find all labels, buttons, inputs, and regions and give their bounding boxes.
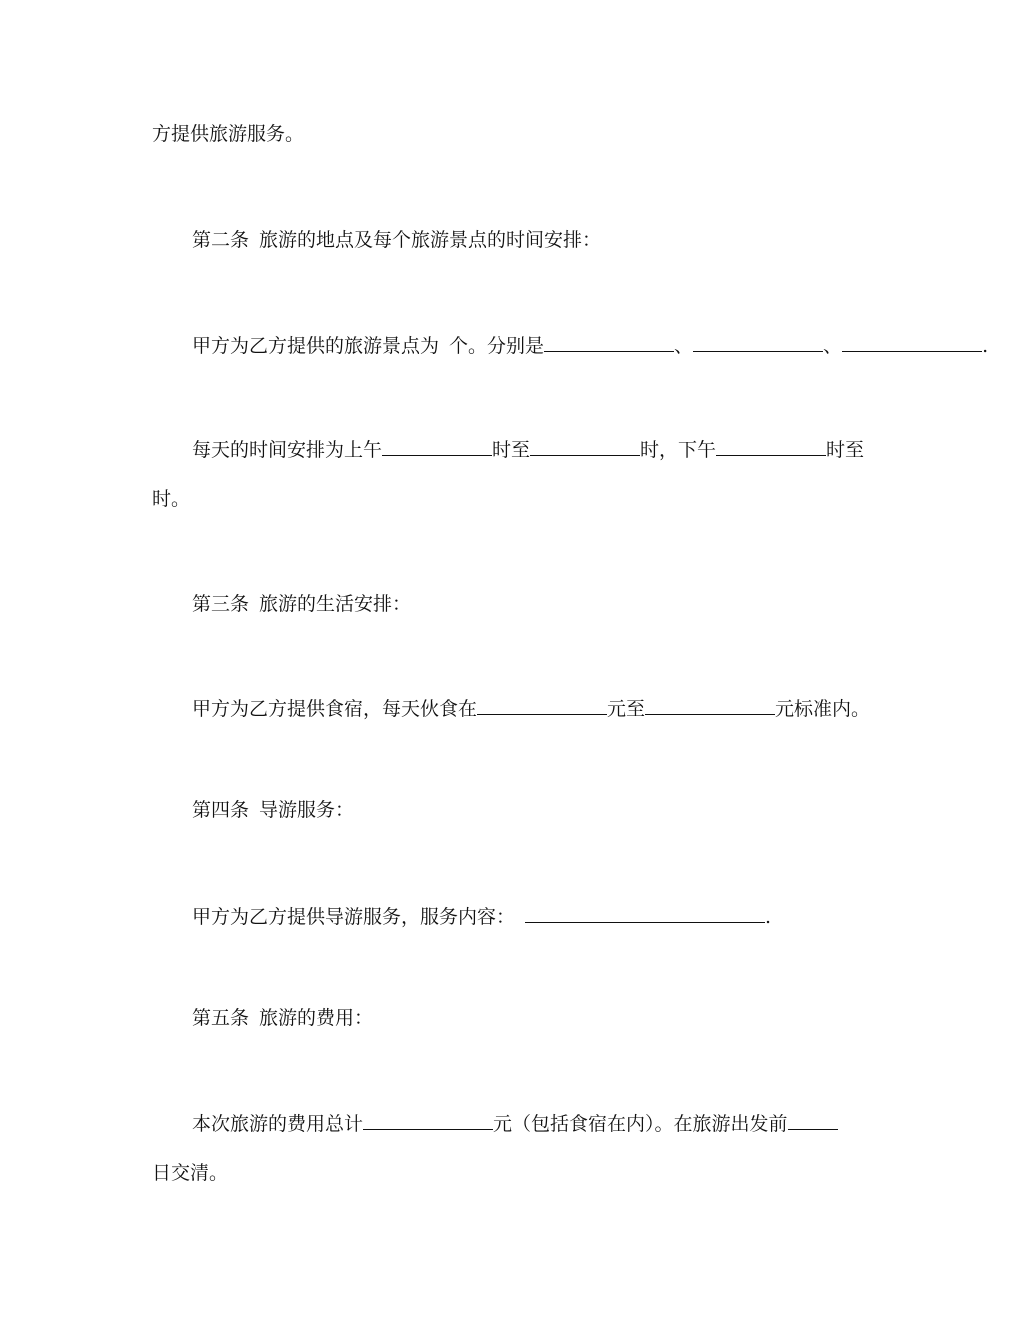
blank-field-spot-2[interactable] — [693, 332, 823, 352]
fee-text: 本次旅游的费用总计 — [192, 1113, 364, 1135]
article-title: 第二条 — [192, 229, 250, 251]
continuation-text: 时。 — [152, 488, 191, 510]
article-5-heading — [192, 1006, 373, 1030]
article-title: 第三条 — [192, 593, 250, 615]
time-text-4: 时至 — [826, 439, 865, 461]
spots-text: 甲方为乙方提供的旅游景点为 — [192, 335, 440, 357]
article-5-fee-continuation — [152, 1161, 228, 1185]
separator: 、 — [674, 335, 694, 357]
article-heading-text: 旅游的地点及每个旅游景点的时间安排： — [259, 229, 602, 251]
article-3-heading — [192, 592, 411, 616]
time-text-3: 时，下午 — [640, 439, 717, 461]
article-5-fee-line — [192, 1110, 838, 1136]
time-text: 每天的时间安排为上午 — [192, 439, 383, 461]
spots-text-2: 个。分别是 — [449, 335, 545, 357]
blank-field-spot-1[interactable] — [544, 332, 674, 352]
article-2-time-line — [192, 436, 864, 462]
service-text: 甲方为乙方提供导游服务，服务内容： — [192, 906, 516, 928]
continuation-text: 日交清。 — [152, 1162, 229, 1184]
blank-field-service-content[interactable] — [525, 903, 765, 923]
blank-field-am-end[interactable] — [530, 436, 640, 456]
article-title: 第四条 — [192, 799, 250, 821]
food-text-2: 元至 — [607, 698, 646, 720]
article-heading-text: 旅游的生活安排： — [259, 593, 412, 615]
blank-field-spot-3[interactable] — [842, 332, 982, 352]
paragraph-continuation — [152, 122, 304, 146]
article-2-time-continuation — [152, 487, 190, 511]
blank-field-am-start[interactable] — [382, 436, 492, 456]
article-4-heading — [192, 798, 354, 822]
food-text: 甲方为乙方提供食宿，每天伙食在 — [192, 698, 478, 720]
blank-field-days-before[interactable] — [788, 1110, 838, 1130]
article-4-service-line — [192, 903, 771, 929]
food-text-3: 元标准内。 — [775, 698, 871, 720]
line-end: . — [765, 906, 772, 928]
article-3-food-line — [192, 695, 870, 721]
blank-field-fee-total[interactable] — [363, 1110, 493, 1130]
article-heading-text: 旅游的费用： — [259, 1007, 374, 1029]
paragraph-text: 方提供旅游服务。 — [152, 123, 305, 145]
article-title: 第五条 — [192, 1007, 250, 1029]
line-end: . — [982, 335, 989, 357]
blank-field-food-min[interactable] — [477, 695, 607, 715]
separator: 、 — [823, 335, 843, 357]
blank-field-pm-start[interactable] — [716, 436, 826, 456]
time-text-2: 时至 — [492, 439, 531, 461]
article-2-spots-line — [192, 332, 988, 358]
fee-text-2: 元（包括食宿在内）。在旅游出发前 — [493, 1113, 788, 1135]
blank-field-food-max[interactable] — [645, 695, 775, 715]
article-heading-text: 导游服务： — [259, 799, 355, 821]
article-2-heading — [192, 228, 601, 252]
